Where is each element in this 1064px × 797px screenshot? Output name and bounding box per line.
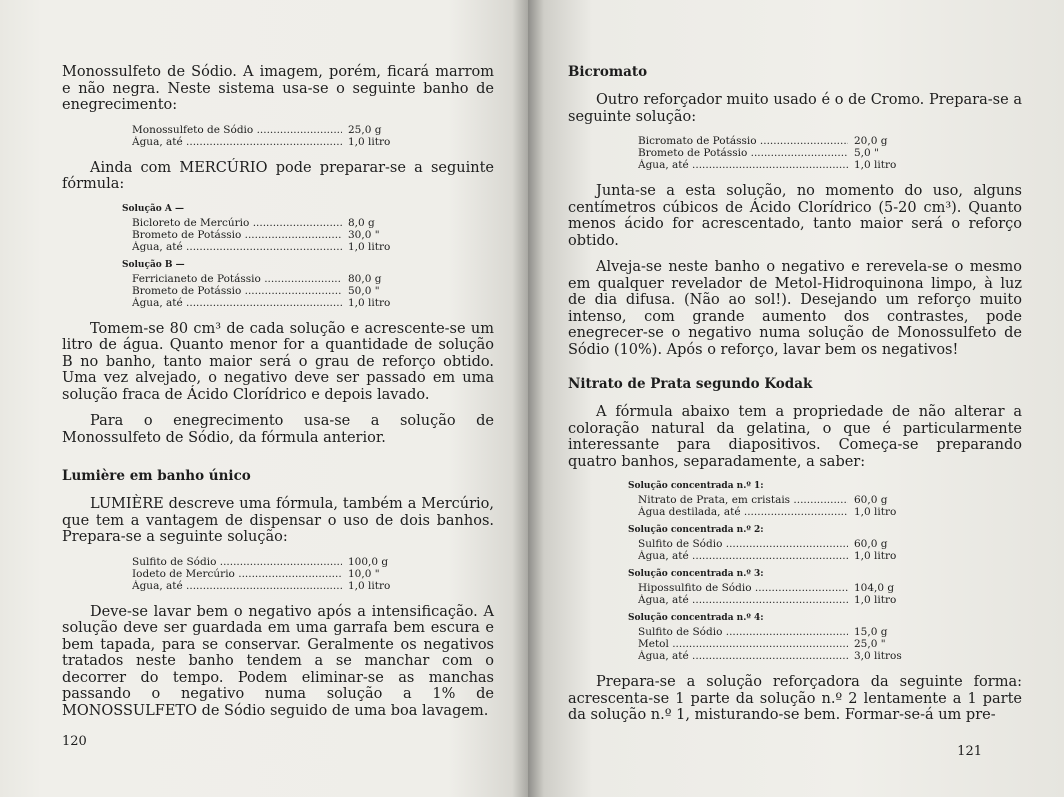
- formula-row: [638, 494, 1022, 506]
- ingredient-name: Sulfito de Sódio .....: [132, 556, 342, 568]
- ingredient-name: Hipossulfito de Sódio .....: [638, 582, 848, 594]
- solution-label: Solução concentrada n.º 3:: [628, 569, 764, 579]
- formula-row: [638, 550, 1022, 562]
- formula-row: [638, 506, 1022, 518]
- paragraph: Prepara-se a solução reforçadora da seguinte forma: acrescenta-se 1 parte da solução n.º 2 lentamente a 1 parte da solução n.º 1, misturando-se bem. Formar-se-á um pre-: [568, 674, 1022, 723]
- ingredient-name: Água, até .....: [638, 594, 848, 606]
- section-heading: Nitrato de Prata segundo Kodak: [568, 376, 813, 392]
- section-heading: Bicromato: [568, 64, 648, 80]
- ingredient-name: Monossulfeto de Sódio .....: [132, 124, 342, 136]
- ingredient-amount: 25,0 g: [348, 123, 382, 136]
- ingredient-name: Água, até .....: [132, 297, 342, 309]
- ingredient-amount: 1,0 litro: [348, 579, 391, 592]
- ingredient-name: Sulfito de Sódio .....: [638, 626, 848, 638]
- formula-row: [638, 650, 1022, 662]
- ingredient-amount: 1,0 litro: [348, 135, 391, 148]
- paragraph: Junta-se a esta solução, no momento do uso, alguns centímetros cúbicos de Ácido Clorídrico (5-20 cm³). Quanto menos ácido for acrescentado, tanto maior será o reforço obtido.: [568, 183, 1022, 249]
- ingredient-name: Água, até .....: [132, 136, 342, 148]
- formula-solucao-1: [638, 494, 1022, 518]
- ingredient-amount: 1,0 litro: [854, 506, 897, 518]
- right-column: [568, 64, 1022, 734]
- formula-row: [132, 217, 494, 229]
- formula-lumiere: [132, 556, 494, 592]
- formula-solucao-4: [638, 626, 1022, 662]
- formula-solucao-a: [132, 217, 494, 253]
- ingredient-name: Brometo de Potássio .....: [638, 147, 848, 159]
- page-number: 120: [62, 734, 87, 749]
- formula-row: [638, 594, 1022, 606]
- ingredient-amount: 30,0 ": [348, 228, 380, 241]
- formula-row: [638, 159, 1022, 171]
- paragraph: Alveja-se neste banho o negativo e rerevela-se o mesmo em qualquer revelador de Metol-Hidroquinona limpo, à luz de dia difusa. (Não ao sol!). Desejando um reforço muito intenso, com grande aumento dos contrastes, pode enegrecer-se o negativo numa solução de Monossulfeto de Sódio (10%). Após o reforço, lavar bem os negativos!: [568, 259, 1022, 358]
- formula-row: [638, 538, 1022, 550]
- ingredient-name: Brometo de Potássio .....: [132, 229, 342, 241]
- ingredient-name: Bicromato de Potássio .....: [638, 135, 848, 147]
- solution-label: Solução concentrada n.º 4:: [628, 613, 764, 623]
- right-page: [528, 0, 1064, 797]
- paragraph: Deve-se lavar bem o negativo após a intensificação. A solução deve ser guardada em uma garrafa bem escura e bem tapada, para se conservar. Geralmente os negativos tratados neste banho tendem a se manchar com o decorrer do tempo. Podem eliminar-se as manchas passando o negativo numa solução a 1% de MONOSSULFETO de Sódio seguido de uma boa lavagem.: [62, 603, 494, 719]
- ingredient-name: Água, até .....: [638, 550, 848, 562]
- solution-label: Solução concentrada n.º 2:: [628, 525, 764, 535]
- solution-label: Solução concentrada n.º 1:: [628, 481, 764, 491]
- ingredient-amount: 1,0 litro: [854, 159, 897, 171]
- formula-row: [132, 241, 494, 253]
- formula-row: [132, 136, 494, 148]
- ingredient-amount: 25,0 ": [854, 638, 886, 650]
- formula-row: [132, 229, 494, 241]
- formula-solucao-3: [638, 582, 1022, 606]
- section-heading: Lumière em banho único: [62, 468, 251, 484]
- paragraph: A fórmula abaixo tem a propriedade de não alterar a coloração natural da gelatina, o que é particularmente interessante para diapositivos. Começa-se preparando quatro banhos, separadamente, a saber:: [568, 404, 1022, 470]
- ingredient-name: Ferricianeto de Potássio .....: [132, 273, 342, 285]
- formula-bicromato: [638, 135, 1022, 171]
- formula-row: [132, 580, 494, 592]
- ingredient-name: Água, até .....: [132, 241, 342, 253]
- ingredient-amount: 1,0 litro: [348, 240, 391, 253]
- ingredient-amount: 1,0 litro: [854, 550, 897, 562]
- ingredient-amount: 1,0 litro: [854, 594, 897, 606]
- solution-label: Solução B —: [122, 259, 185, 270]
- ingredient-name: Sulfito de Sódio .....: [638, 538, 848, 550]
- page-number: 121: [957, 744, 982, 759]
- ingredient-amount: 104,0 g: [854, 582, 895, 594]
- ingredient-name: Água destilada, até .....: [638, 506, 848, 518]
- formula-mercurio: [122, 203, 494, 309]
- paragraph: Para o enegrecimento usa-se a solução de Monossulfeto de Sódio, da fórmula anterior.: [62, 413, 494, 446]
- paragraph: Monossulfeto de Sódio. A imagem, porém, ficará marrom e não negra. Neste sistema usa-se o seguinte banho de enegrecimento:: [62, 64, 494, 113]
- ingredient-name: Iodeto de Mercúrio .....: [132, 568, 342, 580]
- formula-row: [132, 297, 494, 309]
- formula-solucao-2: [638, 538, 1022, 562]
- formula-kodak: [628, 480, 1022, 662]
- ingredient-amount: 100,0 g: [348, 555, 389, 568]
- ingredient-amount: 8,0 g: [348, 216, 375, 229]
- formula-monossulfeto: [132, 124, 494, 148]
- ingredient-name: Brometo de Potássio .....: [132, 285, 342, 297]
- ingredient-amount: 20,0 g: [854, 135, 888, 147]
- ingredient-amount: 60,0 g: [854, 538, 888, 550]
- ingredient-amount: 60,0 g: [854, 494, 888, 506]
- formula-row: [132, 124, 494, 136]
- ingredient-amount: 5,0 ": [854, 147, 879, 159]
- ingredient-name: Metol .....: [638, 638, 848, 650]
- formula-row: [132, 285, 494, 297]
- formula-row: [132, 273, 494, 285]
- formula-row: [132, 556, 494, 568]
- ingredient-amount: 80,0 g: [348, 272, 382, 285]
- ingredient-name: Água, até .....: [132, 580, 342, 592]
- ingredient-name: Água, até .....: [638, 650, 848, 662]
- ingredient-name: Bicloreto de Mercúrio .....: [132, 217, 342, 229]
- solution-label: Solução A —: [122, 203, 185, 214]
- formula-row: [638, 582, 1022, 594]
- ingredient-amount: 1,0 litro: [348, 296, 391, 309]
- paragraph: Tomem-se 80 cm³ de cada solução e acrescente-se um litro de água. Quanto menor for a quantidade de solução B no banho, tanto maior será o grau de reforço obtido. Uma vez alvejado, o negativo deve ser passado em uma solução fraca de Ácido Clorídrico e depois lavado.: [62, 320, 494, 403]
- left-page: [0, 0, 528, 797]
- ingredient-amount: 3,0 litros: [854, 650, 902, 662]
- formula-solucao-b: [132, 273, 494, 309]
- ingredient-amount: 10,0 ": [348, 567, 380, 580]
- ingredient-amount: 15,0 g: [854, 626, 888, 638]
- left-column: [62, 64, 494, 729]
- paragraph: Ainda com MERCÚRIO pode preparar-se a seguinte fórmula:: [62, 159, 494, 192]
- formula-row: [638, 638, 1022, 650]
- ingredient-name: Nitrato de Prata, em cristais .....: [638, 494, 848, 506]
- ingredient-amount: 50,0 ": [348, 284, 380, 297]
- ingredient-name: Água, até .....: [638, 159, 848, 171]
- formula-row: [638, 147, 1022, 159]
- formula-row: [638, 135, 1022, 147]
- paragraph: Outro reforçador muito usado é o de Cromo. Prepara-se a seguinte solução:: [568, 92, 1022, 125]
- paragraph: LUMIÈRE descreve uma fórmula, também a Mercúrio, que tem a vantagem de dispensar o uso de dois banhos. Prepara-se a seguinte solução:: [62, 496, 494, 545]
- formula-row: [638, 626, 1022, 638]
- formula-row: [132, 568, 494, 580]
